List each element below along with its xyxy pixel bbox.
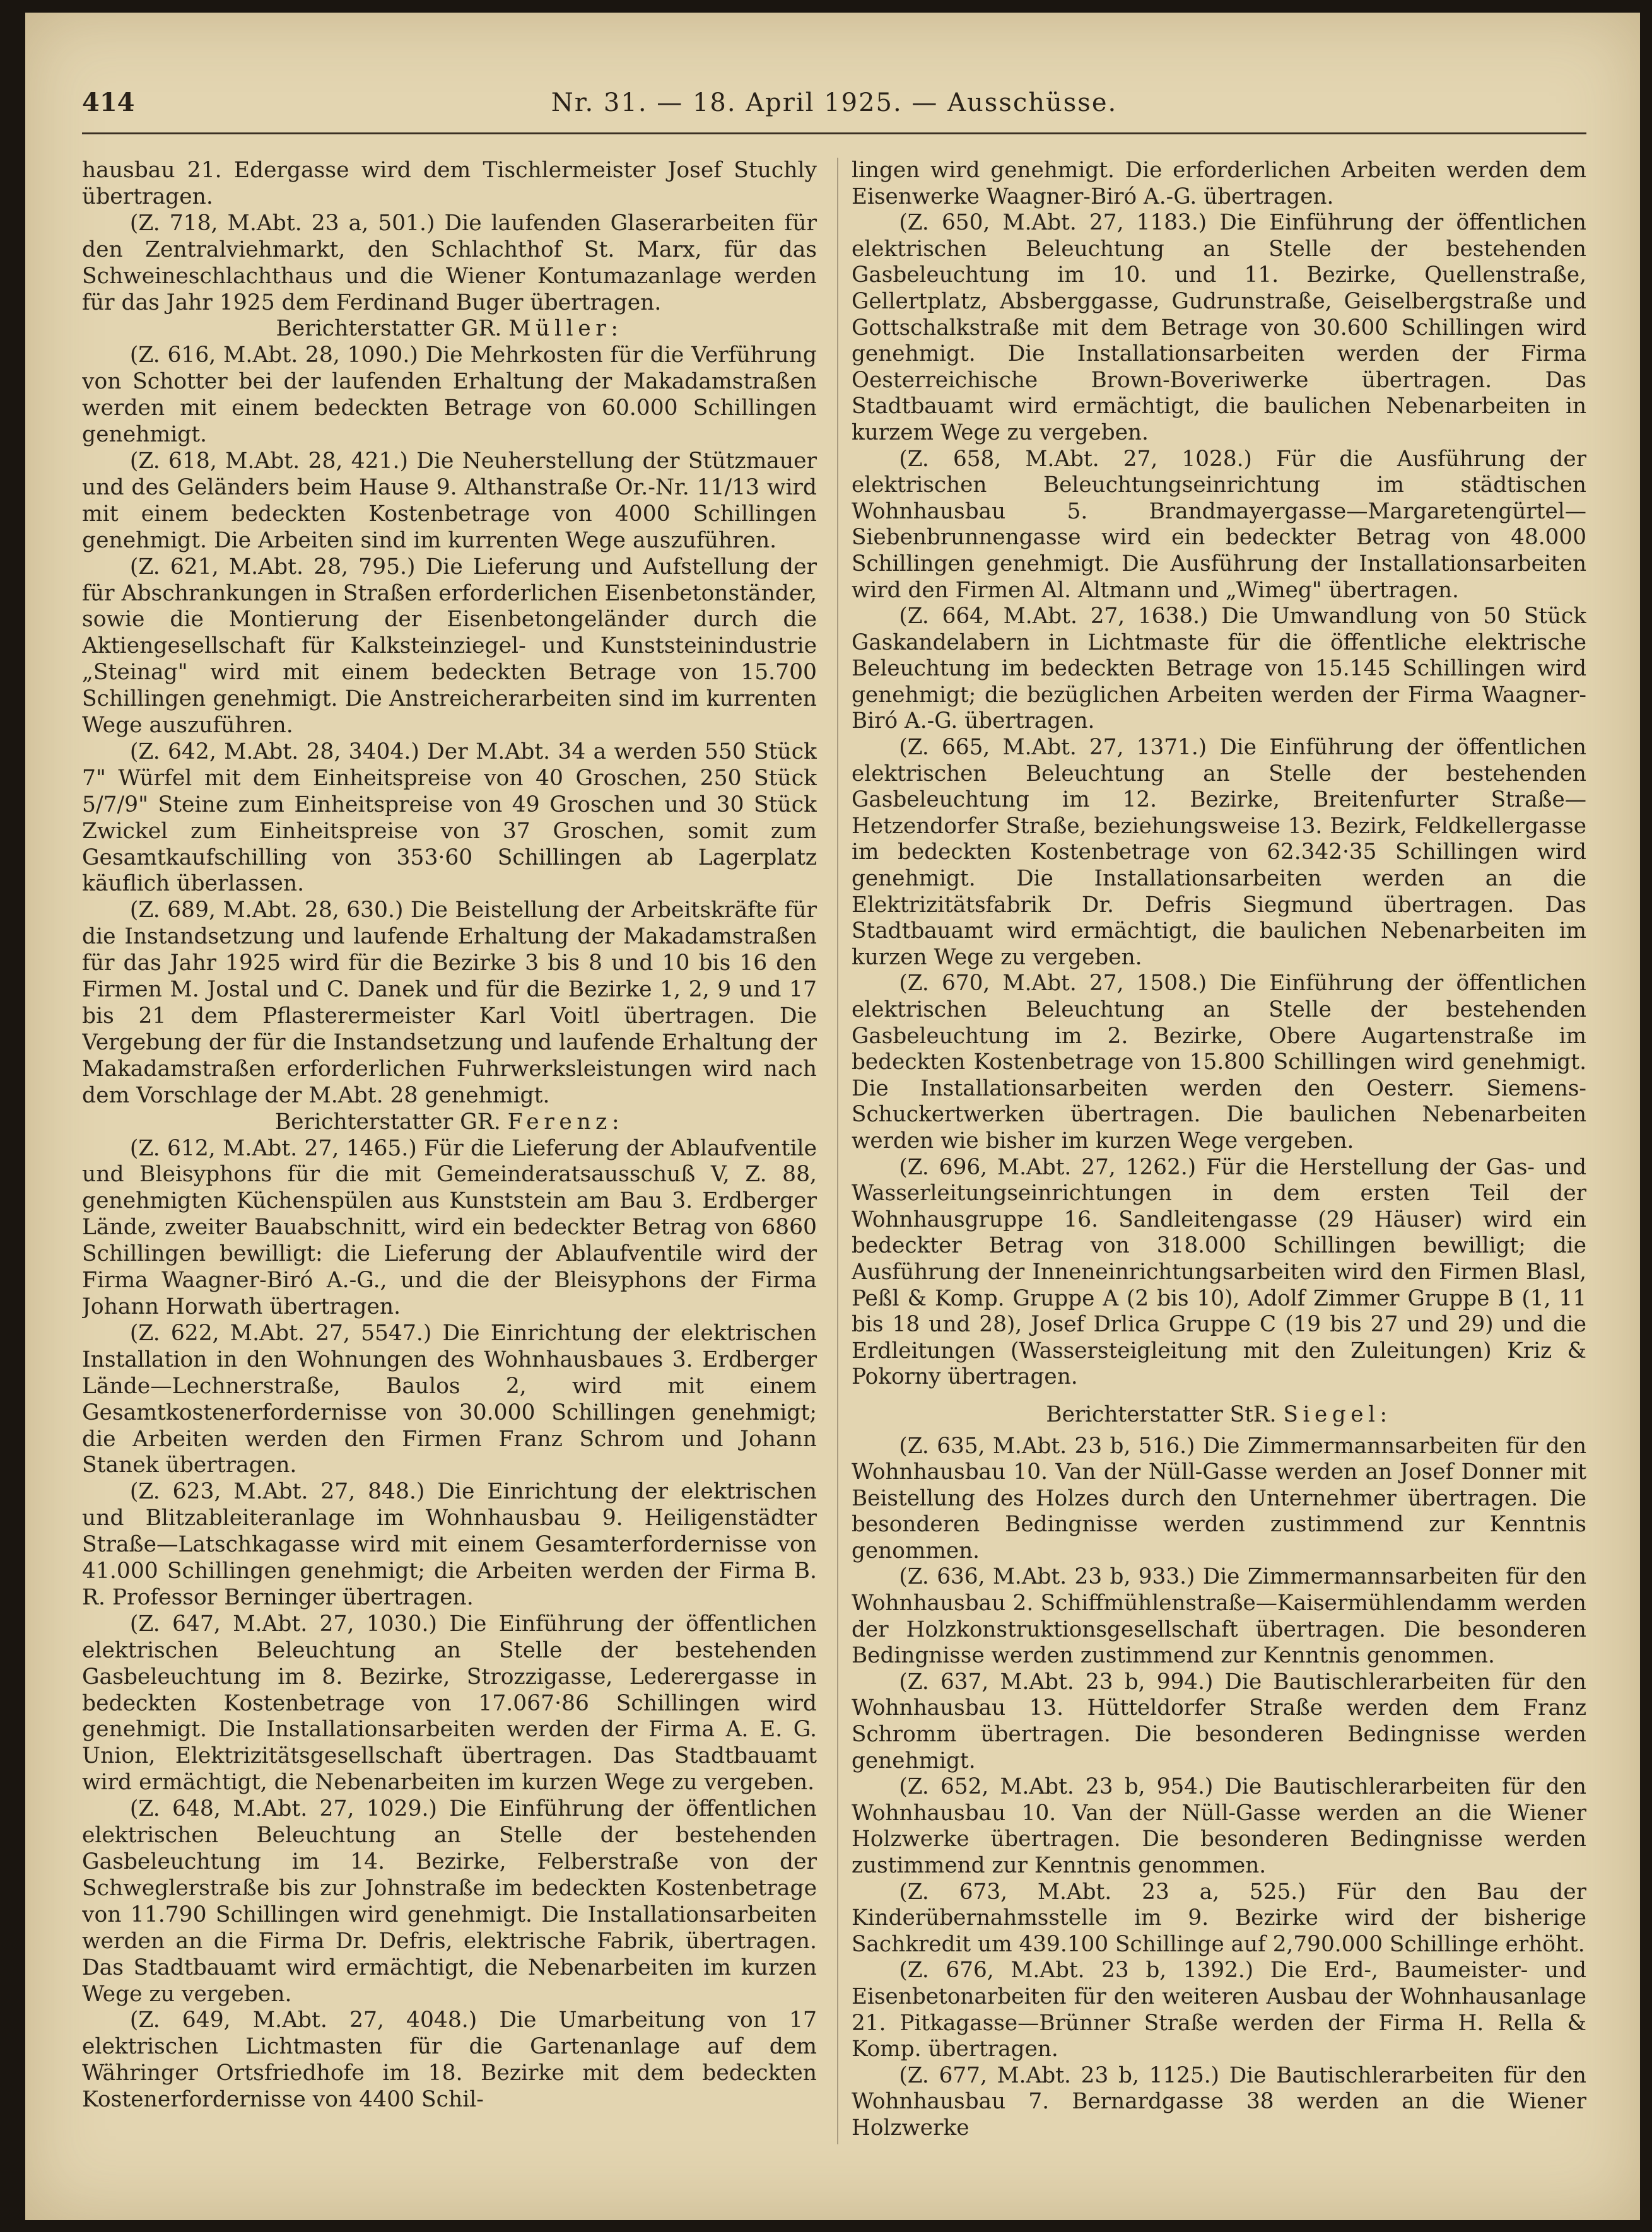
rapporteur-heading: [82, 1109, 817, 1136]
paragraph: (Z. 636, M.Abt. 23 b, 933.) Die Zimmermannsarbeiten für den Wohnhausbau 2. Schiffmühlenstraße—Kaisermühlendamm werden der Holzkonstruktionsgesellschaft übertragen. Die besonderen Bedingnisse werden zustimmend zur Kenntnis genommen.: [852, 1564, 1586, 1669]
paragraph: (Z. 652, M.Abt. 23 b, 954.) Die Bautischlerarbeiten für den Wohnhausbau 10. Van der Nüll-Gasse werden an die Wiener Holzwerke übertragen. Die besonderen Bedingnisse werden zustimmend zur Kenntnis genommen.: [852, 1774, 1586, 1878]
rapporteur-name: Siegel:: [1283, 1401, 1392, 1427]
running-head: Nr. 31. — 18. April 1925. — Ausschüsse.: [551, 88, 1118, 117]
paragraph: lingen wird genehmigt. Die erforderlichen Arbeiten werden dem Eisenwerke Waagner-Biró A.-G. übertragen.: [852, 158, 1586, 209]
right-column: [852, 158, 1586, 2144]
paragraph: (Z. 673, M.Abt. 23 a, 525.) Für den Bau der Kinderübernahmsstelle im 9. Bezirke wird der bisherige Sachkredit um 439.100 Schillinge auf 2,790.000 Schillinge erhöht.: [852, 1879, 1586, 1957]
paragraph: hausbau 21. Edergasse wird dem Tischlermeister Josef Stuchly übertragen.: [82, 158, 817, 209]
paragraph: (Z. 650, M.Abt. 27, 1183.) Die Einführung der öffentlichen elektrischen Beleuchtung an Stelle der bestehenden Gasbeleuchtung im 10. und 11. Bezirke, Quellenstraße, Gellertplatz, Absberggasse, Gudrunstraße, Geiselbergstraße und Gottschalkstraße mit dem Betrage von 30.600 Schillingen wird genehmigt. Die Installationsarbeiten werden der Firma Oesterreichische Brown-Boveriwerke übertragen. Das Stadtbauamt wird ermächtigt, die baulichen Nebenarbeiten in kurzem Wege zu vergeben.: [852, 210, 1586, 445]
rapporteur-title: Berichterstatter GR.: [274, 1109, 501, 1135]
paragraph: (Z. 616, M.Abt. 28, 1090.) Die Mehrkosten für die Verführung von Schotter bei der laufenden Erhaltung der Makadamstraßen werden mit einem bedeckten Betrage von 60.000 Schillingen genehmigt.: [82, 342, 817, 448]
rapporteur-title: Berichterstatter GR.: [276, 316, 502, 342]
rapporteur-title: Berichterstatter StR.: [1046, 1401, 1277, 1427]
column-divider: [837, 158, 838, 2144]
paragraph: (Z. 621, M.Abt. 28, 795.) Die Lieferung und Aufstellung der für Abschrankungen in Straßen erforderlichen Eisenbetonständer, sowie die Montierung der Eisenbetongeländer durch die Aktiengesellschaft für Kalksteinziegel- und Kunststeinindustrie „Steinag" wird mit einem bedeckten Betrage von 15.700 Schillingen genehmigt. Die Anstreicherarbeiten sind im kurrenten Wege auszuführen.: [82, 554, 817, 739]
paragraph: (Z. 637, M.Abt. 23 b, 994.) Die Bautischlerarbeiten für den Wohnhausbau 13. Hütteldorfer Straße werden dem Franz Schromm übertragen. Die besonderen Bedingnisse werden genehmigt.: [852, 1669, 1586, 1773]
paragraph: (Z. 623, M.Abt. 27, 848.) Die Einrichtung der elektrischen und Blitzableiteranlage im Wohnhausbau 9. Heiligenstädter Straße—Latschkagasse wird mit einem Gesamterfordernisse von 41.000 Schillingen genehmigt; die Arbeiten werden der Firma B. R. Professor Berninger übertragen.: [82, 1479, 817, 1610]
paragraph: (Z. 677, M.Abt. 23 b, 1125.) Die Bautischlerarbeiten für den Wohnhausbau 7. Bernardgasse 38 werden an die Wiener Holzwerke: [852, 2062, 1586, 2141]
page-number: 414: [82, 88, 135, 117]
paragraph: (Z. 635, M.Abt. 23 b, 516.) Die Zimmermannsarbeiten für den Wohnhausbau 10. Van der Nüll-Gasse werden an Josef Donner mit Beistellung des Holzes durch den Unternehmer übertragen. Die besonderen Bedingnisse werden zustimmend zur Kenntnis genommen.: [852, 1433, 1586, 1563]
paragraph: (Z. 664, M.Abt. 27, 1638.) Die Umwandlung von 50 Stück Gaskandelabern in Lichtmaste für die öffentliche elektrische Beleuchtung im bedeckten Betrage von 15.145 Schillingen wird genehmigt; die bezüglichen Arbeiten werden der Firma Waagner-Biró A.-G. übertragen.: [852, 604, 1586, 734]
left-column: [82, 158, 817, 2144]
page-header: [82, 81, 1586, 125]
paragraph: (Z. 647, M.Abt. 27, 1030.) Die Einführung der öffentlichen elektrischen Beleuchtung an Stelle der bestehenden Gasbeleuchtung im 8. Bezirke, Strozzigasse, Lederergasse in bedeckten Kostenbetrage von 17.067·86 Schillingen wird genehmigt. Die Installationsarbeiten werden der Firma A. E. G. Union, Elektrizitätsgesellschaft übertragen. Das Stadtbauamt wird ermächtigt, die Nebenarbeiten im kurzen Wege zu vergeben.: [82, 1611, 817, 1796]
paragraph: (Z. 670, M.Abt. 27, 1508.) Die Einführung der öffentlichen elektrischen Beleuchtung an Stelle der bestehenden Gasbeleuchtung im 2. Bezirke, Obere Augartenstraße im bedeckten Kostenbetrage von 15.800 Schillingen wird genehmigt. Die Installationsarbeiten werden den Oesterr. Siemens-Schuckertwerken übertragen. Die baulichen Nebenarbeiten werden wie bisher im kurzen Wege vergeben.: [852, 971, 1586, 1154]
paragraph: (Z. 649, M.Abt. 27, 4048.) Die Umarbeitung von 17 elektrischen Lichtmasten für die Gartenanlage auf dem Währinger Ortsfriedhofe im 18. Bezirke mit dem bedeckten Kostenerfordernisse von 4400 Schil-: [82, 2007, 817, 2113]
rapporteur-name: Ferenz:: [507, 1109, 624, 1135]
paragraph: (Z. 648, M.Abt. 27, 1029.) Die Einführung der öffentlichen elektrischen Beleuchtung an Stelle der bestehenden Gasbeleuchtung im 14. Bezirke, Felberstraße von der Schweglerstraße bis zur Johnstraße im bedeckten Kostenbetrage von 11.790 Schillingen wird genehmigt. Die Installationsarbeiten werden an die Firma Dr. Defris, elektrische Fabrik, übertragen. Das Stadtbauamt wird ermächtigt, die Nebenarbeiten im kurzen Wege zu vergeben.: [82, 1796, 817, 2007]
paragraph: (Z. 618, M.Abt. 28, 421.) Die Neuherstellung der Stützmauer und des Geländers beim Hause 9. Althanstraße Or.-Nr. 11/13 wird mit einem bedeckten Kostenbetrage von 4000 Schillingen genehmigt. Die Arbeiten sind im kurrenten Wege auszuführen.: [82, 448, 817, 553]
rapporteur-heading: [82, 316, 817, 342]
paragraph: (Z. 658, M.Abt. 27, 1028.) Für die Ausführung der elektrischen Beleuchtungseinrichtung im städtischen Wohnhausbau 5. Brandmayergasse—Margaretengürtel—Siebenbrunnengasse wird ein bedeckter Betrag von 48.000 Schillingen genehmigt. Die Ausführung der Installationsarbeiten wird den Firmen Al. Altmann und „Wimeg" übertragen.: [852, 446, 1586, 603]
paragraph: (Z. 612, M.Abt. 27, 1465.) Für die Lieferung der Ablaufventile und Bleisyphons für die mit Gemeinderatsausschuß V, Z. 88, genehmigten Küchenspülen aus Kunststein am Bau 3. Erdberger Lände, zweiter Bauabschnitt, wird ein bedeckter Betrag von 6860 Schillingen bewilligt: die Lieferung der Ablaufventile wird der Firma Waagner-Biró A.-G., und die der Bleisyphons der Firma Johann Horwath übertragen.: [82, 1135, 817, 1319]
paragraph: (Z. 665, M.Abt. 27, 1371.) Die Einführung der öffentlichen elektrischen Beleuchtung an Stelle der bestehenden Gasbeleuchtung im 12. Bezirke, Breitenfurter Straße—Hetzendorfer Straße, beziehungsweise 13. Bezirk, Feldkellergasse im bedeckten Kostenbetrage von 62.342·35 Schillingen wird genehmigt. Die Installationsarbeiten werden an die Elektrizitätsfabrik Dr. Defris Siegmund übertragen. Das Stadtbauamt wird ermächtigt, die baulichen Nebenarbeiten im kurzen Wege zu vergeben.: [852, 735, 1586, 970]
paragraph: (Z. 696, M.Abt. 27, 1262.) Für die Herstellung der Gas- und Wasserleitungseinrichtungen in dem ersten Teil der Wohnhausgruppe 16. Sandleitengasse (29 Häuser) wird ein bedeckter Betrag von 318.000 Schillingen bewilligt; die Ausführung der Inneneinrichtungsarbeiten wird den Firmen Blasl, Peßl & Komp. Gruppe A (2 bis 10), Adolf Zimmer Gruppe B (1, 11 bis 18 und 28), Josef Drlica Gruppe C (19 bis 27 und 29) und die Erdleitungen (Wassersteigleitung mit den Zuleitungen) Kriz & Pokorny übertragen.: [852, 1154, 1586, 1390]
rapporteur-name: Müller:: [508, 316, 623, 342]
paragraph: (Z. 676, M.Abt. 23 b, 1392.) Die Erd-, Baumeister- und Eisenbetonarbeiten für den weiteren Ausbau der Wohnhausanlage 21. Pitkagasse—Brünner Straße werden der Firma H. Rella & Komp. übertragen.: [852, 1958, 1586, 2062]
newspaper-page: [25, 13, 1640, 2220]
paragraph: (Z. 689, M.Abt. 28, 630.) Die Beistellung der Arbeitskräfte für die Instandsetzung und laufende Erhaltung der Makadamstraßen für das Jahr 1925 wird für die Bezirke 3 bis 8 und 10 bis 16 den Firmen M. Jostal und C. Danek und für die Bezirke 1, 2, 9 und 17 bis 21 dem Pflasterermeister Karl Voitl übertragen. Die Vergebung der für die Instandsetzung und laufende Erhaltung der Makadamstraßen erforderlichen Fuhrwerksleistungen wird nach dem Vorschlage der M.Abt. 28 genehmigt.: [82, 897, 817, 1108]
paragraph: (Z. 718, M.Abt. 23 a, 501.) Die laufenden Glaserarbeiten für den Zentralviehmarkt, den Schlachthof St. Marx, für das Schweineschlachthaus und die Wiener Kontumazanlage werden für das Jahr 1925 dem Ferdinand Buger übertragen.: [82, 210, 817, 315]
header-rule: [82, 132, 1586, 134]
paragraph: (Z. 642, M.Abt. 28, 3404.) Der M.Abt. 34 a werden 550 Stück 7" Würfel mit dem Einheitspreise von 40 Groschen, 250 Stück 5/7/9" Steine zum Einheitspreise von 49 Groschen und 30 Stück Zwickel zum Einheitspreise von 37 Groschen, somit zum Gesamtkaufschilling von 353·60 Schillingen ab Lagerplatz käuflich überlassen.: [82, 739, 817, 897]
paragraph: (Z. 622, M.Abt. 27, 5547.) Die Einrichtung der elektrischen Installation in den Wohnungen des Wohnhausbaues 3. Erdberger Lände—Lechnerstraße, Baulos 2, wird mit einem Gesamtkostenerfordernisse von 30.000 Schillingen genehmigt; die Arbeiten werden den Firmen Franz Schrom und Johann Stanek übertragen.: [82, 1320, 817, 1478]
rapporteur-heading: [852, 1402, 1586, 1429]
